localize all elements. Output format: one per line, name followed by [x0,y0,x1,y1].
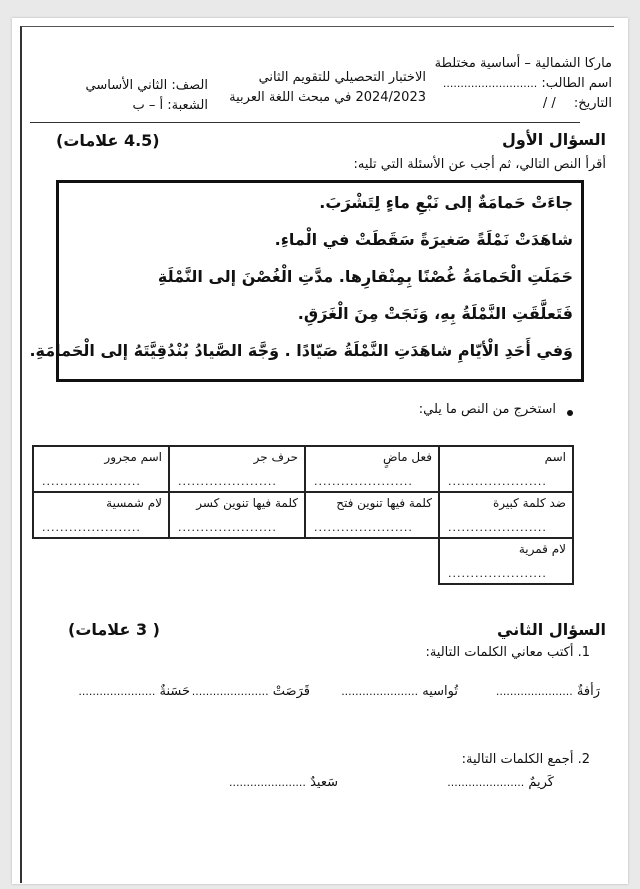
plural-item[interactable] [229,775,338,790]
meaning-word: رَأفةٌ [576,684,600,699]
answer-cell-noun[interactable] [438,445,574,493]
answer-dots: ...................... [314,475,413,488]
student-name-row [443,76,612,91]
q2-part2-title: 2. أجمع الكلمات التالية: [461,752,590,767]
answer-dots: ...................... [448,475,547,488]
bullet-icon [567,410,573,416]
answer-dots: ...................... [448,521,547,534]
cell-label: فعل ماضٍ [382,450,432,464]
cell-label: كلمة فيها تنوين كسر [196,496,298,510]
q1-title: السؤال الأول [502,130,606,149]
section-label: الشعبة: أ – ب [132,98,208,113]
header-divider [30,122,580,123]
q2-title: السؤال الثاني [497,620,606,639]
student-name-label: اسم الطالب: [541,76,612,91]
exam-title: الاختبار التحصيلي للتقويم الثاني [258,70,426,85]
passage-line: حَمَلَتِ الْحَمامَةُ غُصْنًا بِمِنْقارِها. مدَّتِ الْغُصْنَ إلى النَّمْلَةِ [157,267,573,286]
q1-instruction: أقرأ النص التالي، ثم أجب عن الأسئلة التي تليه: [353,157,606,172]
passage-line: فَتَعلَّقَتِ النَّمْلَةُ بِهِ، وَنَجَتْ مِنَ الْغَرَقِ. [297,304,573,323]
date-value: / / [542,96,556,111]
answer-dots: ...................... [178,475,277,488]
reading-passage-box [29,180,584,382]
answer-cell-past-verb[interactable] [304,445,440,493]
passage-line: جاءَتْ حَمامَةٌ إلى نَبْعِ ماءٍ لِتَشْرَبَ. [319,193,573,212]
passage-line: وَفي أَحَدِ الْأيّامِ شاهَدَتِ النَّمْلَةُ صَيّادًا . وَجَّهَ الصَّيادُ بُنْدُقِيَّتَهُ إلى الْحَمامَةِ. [29,341,573,360]
answer-dots: ...................... [314,521,413,534]
cell-label: كلمة فيها تنوين فتح [336,496,432,510]
answer-dots: ...................... [191,685,269,698]
answer-dots: ...................... [42,521,141,534]
answer-dots: ...................... [447,776,525,789]
answer-dots: ...................... [42,475,141,488]
q2-part1-title: 1. أكتب معاني الكلمات التالية: [425,645,590,660]
answer-cell-preposition[interactable] [168,445,306,493]
answer-dots: ...................... [341,685,419,698]
date-row [543,96,612,111]
answer-dots: ...................... [178,521,277,534]
answer-cell-moon-lam[interactable] [438,537,574,585]
school-name: ماركا الشمالية – أساسية مختلطة [434,56,612,71]
answer-dots: ...................... [78,685,156,698]
extract-instruction: استخرج من النص ما يلي: [418,402,556,417]
student-name-dots: ........................... [442,77,538,90]
answer-cell-tanween-kasr[interactable] [168,491,306,539]
answer-dots: ...................... [495,685,573,698]
q2-marks: ( 3 علامات) [68,620,160,639]
answer-cell-tanween-fath[interactable] [304,491,440,539]
answer-cell-antonym-big[interactable] [438,491,574,539]
answer-cell-genitive-noun[interactable] [32,445,170,493]
cell-label: لام قمرية [518,542,566,556]
passage-line: شاهَدَتْ نَمْلَةً صَغيرَةً سَقَطَتْ في الْماءِ. [274,230,573,249]
meaning-item[interactable] [496,684,600,699]
cell-label: اسم [544,450,566,464]
grade-label: الصف: الثاني الأساسي [85,78,208,93]
cell-label: اسم مجرور [104,450,162,464]
meaning-word: قَرَصَتْ [272,684,310,699]
answer-dots: ...................... [448,567,547,580]
meaning-item[interactable] [192,684,310,699]
answer-dots: ...................... [229,776,306,789]
cell-label: حرف جر [253,450,298,464]
answer-cell-sun-lam[interactable] [32,491,170,539]
meaning-item[interactable] [78,684,190,699]
meaning-word: حَسَنةٌ [159,684,190,699]
plural-word: كَريمٌ [528,775,554,790]
meaning-item[interactable] [341,684,458,699]
date-label: التاريخ: [573,96,612,111]
plural-word: سَعيدٌ [310,775,338,790]
cell-label: لام شمسية [106,496,162,510]
meaning-word: تُواسيه [422,684,458,699]
q1-marks: (4.5 علامات) [56,131,160,150]
plural-item[interactable] [447,775,554,790]
cell-label: ضد كلمة كبيرة [492,496,566,510]
exam-subtitle: 2024/2023 في مبحث اللغة العربية [229,90,426,105]
